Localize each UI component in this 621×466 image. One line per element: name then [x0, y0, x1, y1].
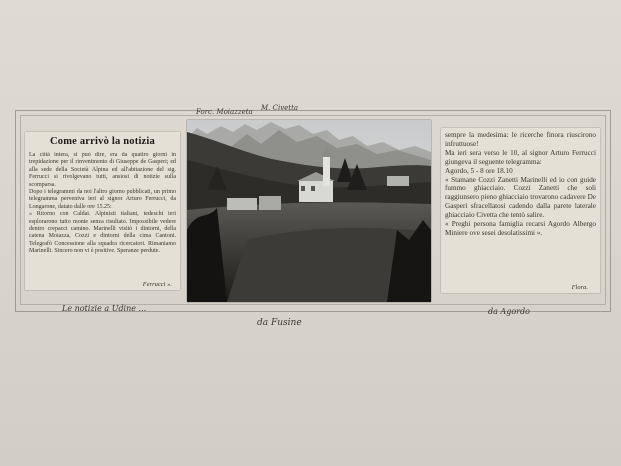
clipping-headline: Come arrivò la notizia: [49, 136, 155, 147]
caption-da-agordo: da Agordo: [488, 307, 530, 316]
caption-monte-civetta: M. Civetta: [261, 104, 299, 112]
clipping-right-signature: Flora.: [571, 284, 588, 291]
landscape-photograph: [187, 120, 431, 302]
caption-da-fusine: da Fusine: [257, 318, 302, 328]
clipping-left-signature: Ferrucci ».: [142, 281, 172, 288]
newspaper-clipping-left: [25, 132, 180, 290]
newspaper-clipping-right: [441, 128, 600, 293]
caption-forcella-moiazzeta: Forc. Moiazzeta: [196, 108, 253, 116]
clipping-left-body: La città intera, si può dire, era da quattro giorni in trepidazione per il rinvenimento di Giuseppe de Gasperi; ed alla sede della Società Alpina ed all'abitazione del sig. Ferrucci si rivolgevano tutti, ansiosi di notizie sulla scomparsa. Dopo i telegrammi da noi l'altro giorno pubblicati, un primo telegramma perveniva ieri al signor Arturo Ferrucci, da Longarone, datato dalle ore 15.25: « Ritorno con Caldai. Alpinisti italiani, tedeschi ieri esplorarono tutto monte senza risultato. Impossibile vedere dentro crepacci camino. Marinelli visitò i dintorni, della catena Moiazza, Cozzi e dintorni della cima Cantoni. Telegrafò Concessione alla squadra ricercatori. Rimaniamo Marinelli. Sincero non vi è positive. Speranze perdute.: [29, 152, 176, 255]
photograph-image: [187, 120, 431, 302]
clipping-right-body: sempre la medesima: le ricerche finora riuscirono infruttuose! Ma ieri sera verso le 10, al signor Arturo Ferrucci giungeva il seguente telegramma: Agordo, 5 - 8 ore 18.10 « Stamane Cozzi Zanetti Marinelli ed io con guide fummo ghiacciaio. Cozzi Zanetti che soli raggiunsero pieno ghiacciaio trovarono cadavere De Gasperi sfracellatosi cadendo dalla parete laterale ghiacciaio Civetta che tentò salire. « Preghi persona famiglia recarsi Agordo Albergo Miniere ove sesei desolatissimi ».: [445, 131, 596, 237]
caption-notizie-udine: Le notizie a Udine ...: [62, 304, 147, 313]
